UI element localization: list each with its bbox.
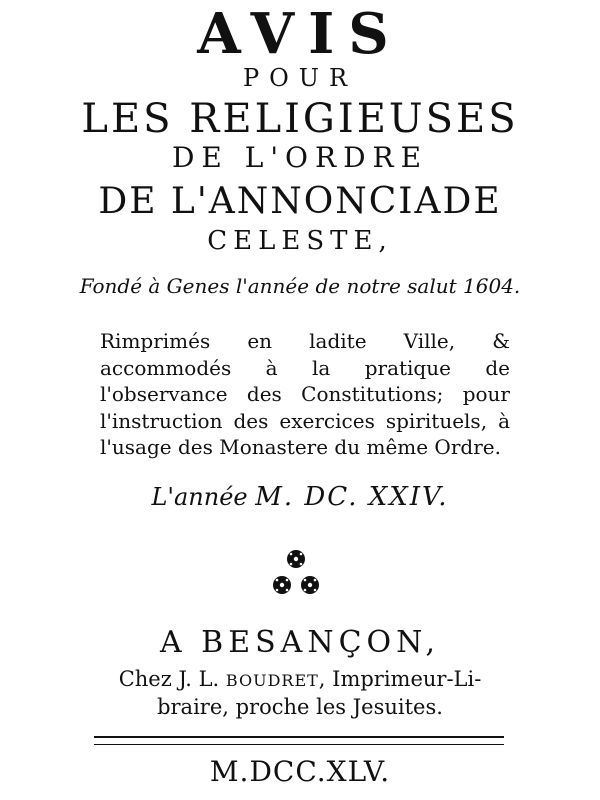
description-paragraph: Rimprimés en ladite Ville, & accommodés à la pratique de l'observance des Constitutions; pour l'instruction des exercices spirituels, à l'usage des Monastere du même Ordre. — [100, 329, 510, 459]
founded-line: Fondé à Genes l'année de notre salut 1604. — [79, 274, 521, 298]
year-prefix: L'année — [151, 483, 248, 511]
year-value: M. DC. XXIV. — [255, 482, 449, 512]
title-religieuses: LES RELIGIEUSES — [81, 96, 519, 142]
title-celeste: CELESTE, — [207, 226, 393, 256]
publisher-name: BOUDRET — [225, 671, 319, 690]
title-avis: AVIS — [197, 1, 403, 67]
title-annonciade: DE L'ANNONCIADE — [98, 181, 502, 222]
fleuron-icon — [270, 545, 322, 601]
title-de-l-ordre: DE L'ORDRE — [171, 141, 429, 174]
publication-year: M.DCC.XLV. — [209, 755, 391, 788]
double-rule-divider — [94, 736, 504, 745]
publisher-prefix: Chez J. L. — [118, 667, 220, 691]
imprint-address: braire, proche les Jesuites. — [157, 695, 443, 719]
imprint-publisher — [0, 666, 600, 694]
publisher-suffix: , Imprimeur-Li- — [318, 667, 482, 691]
title-pour: POUR — [242, 64, 358, 92]
imprint-city: A BESANÇON, — [159, 625, 441, 660]
year-line — [0, 483, 600, 511]
